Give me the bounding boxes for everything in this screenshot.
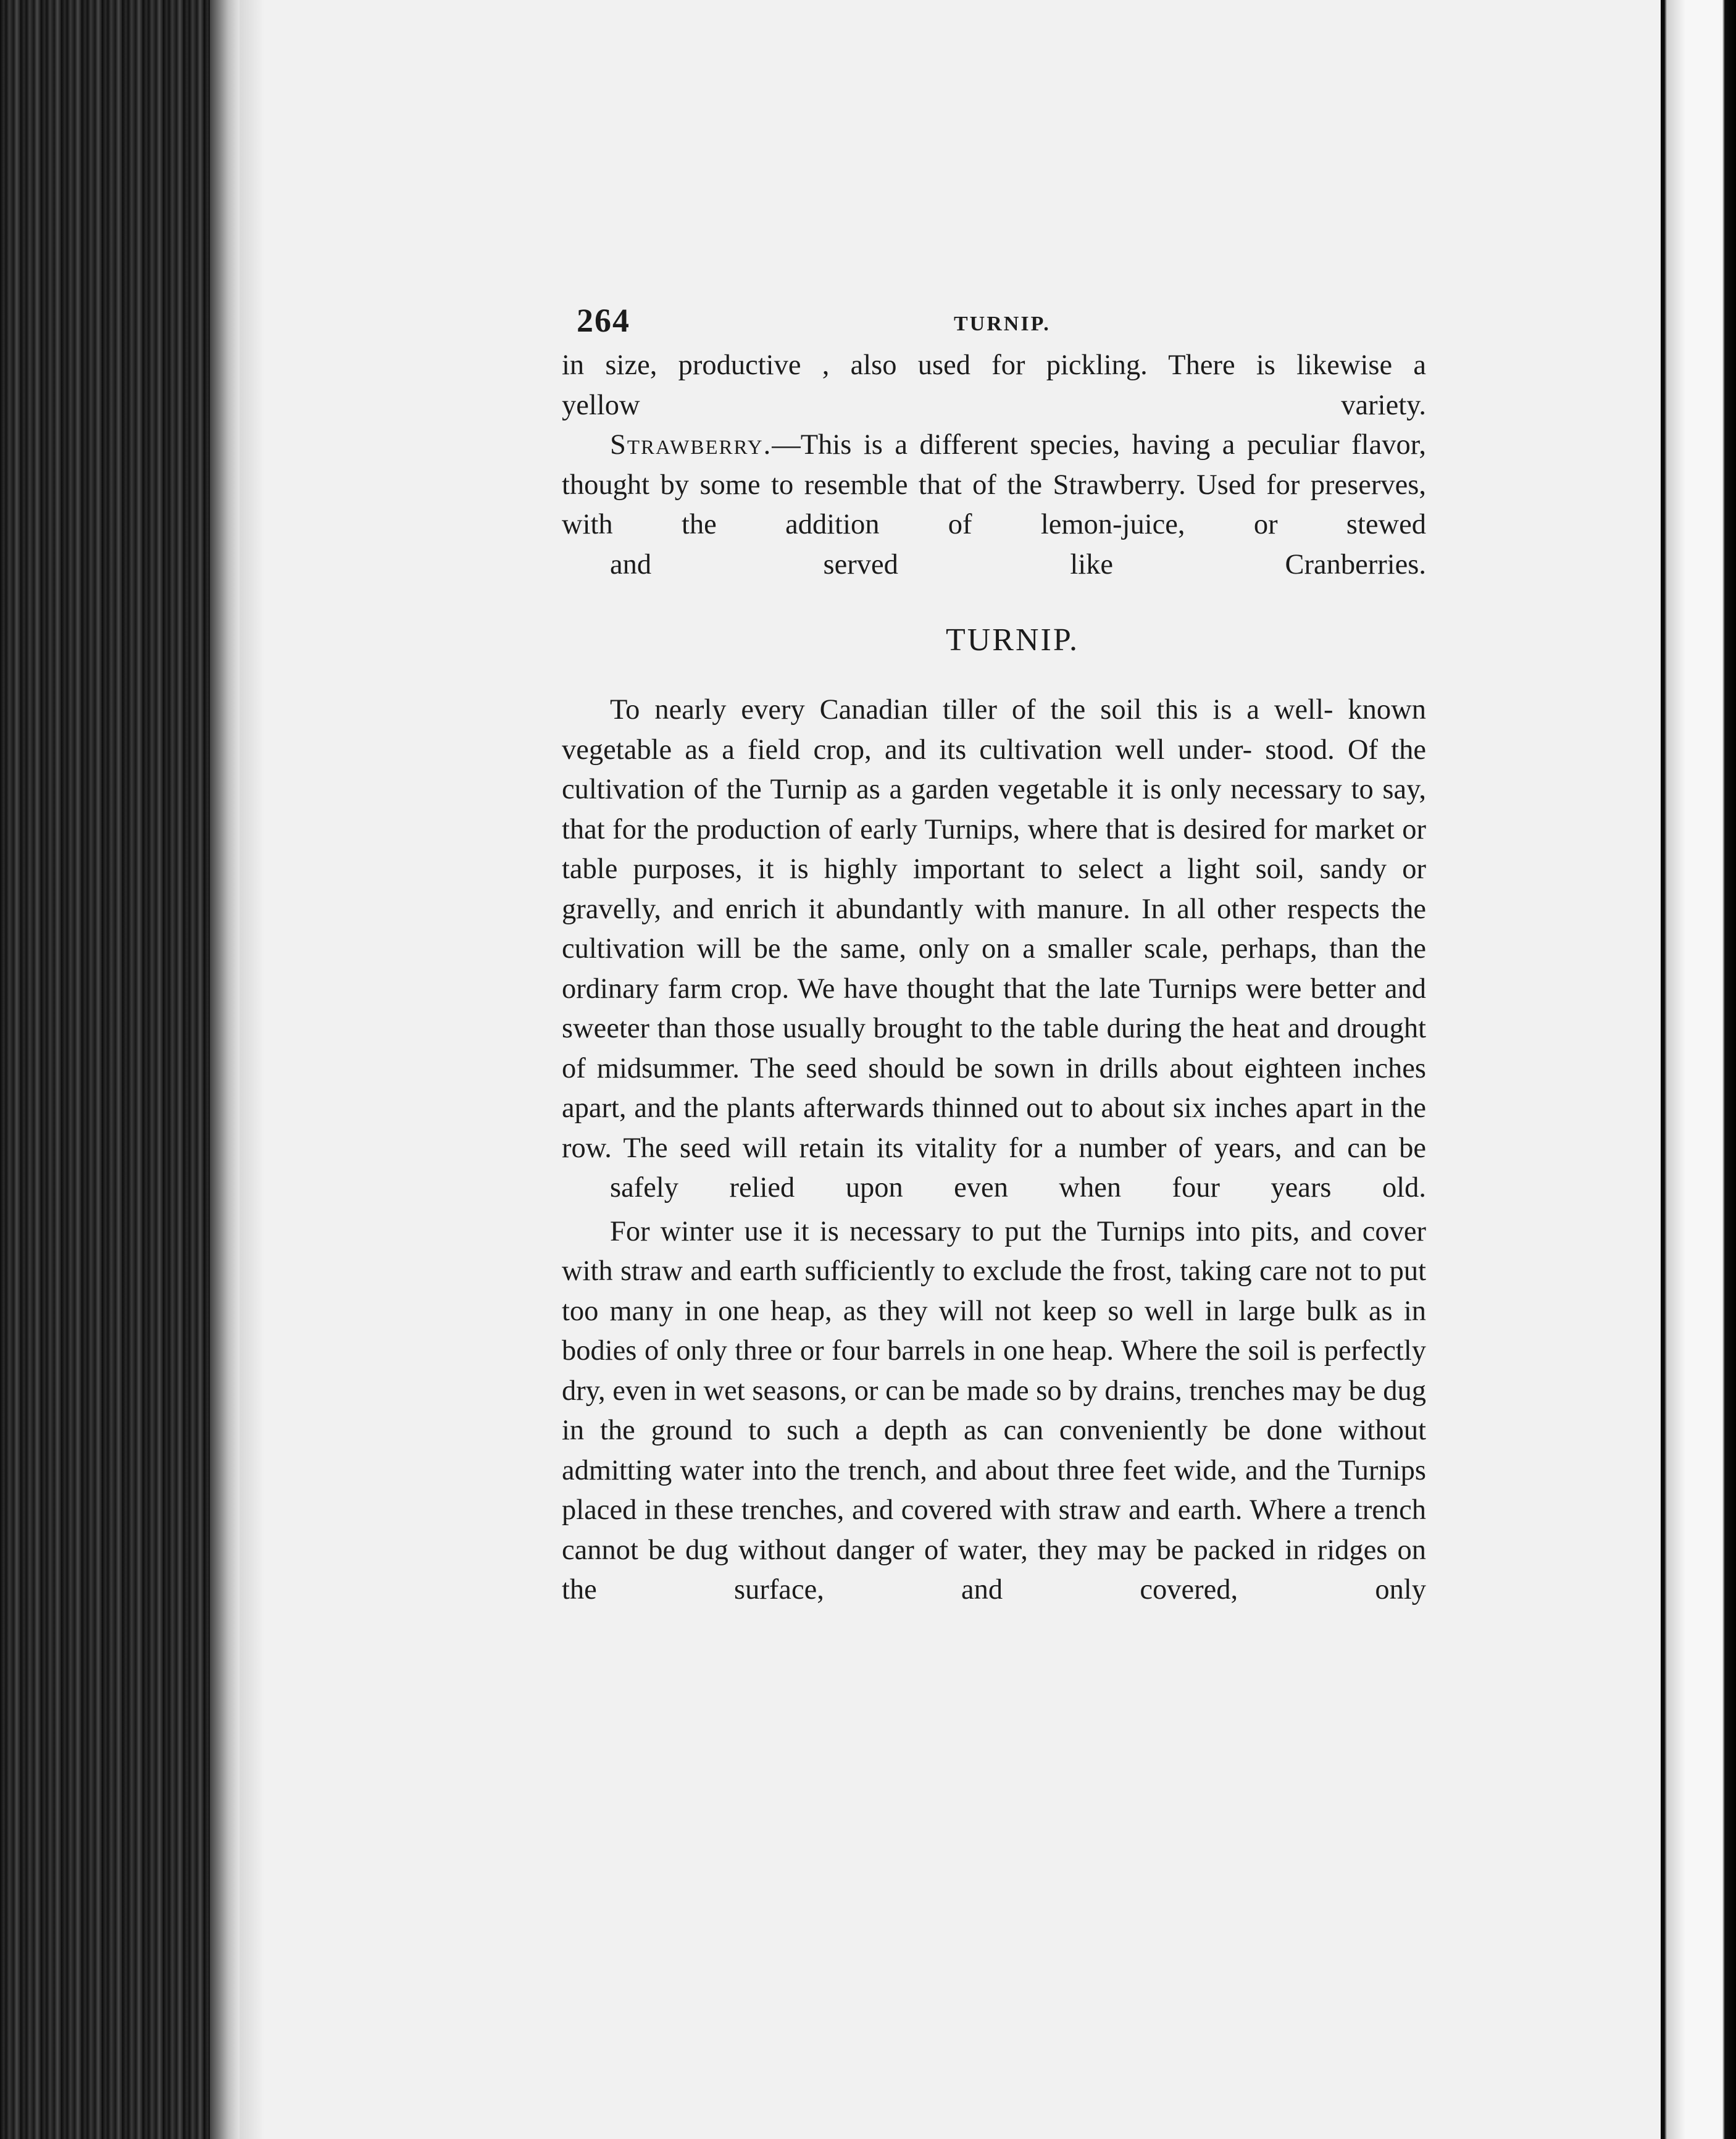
text-line: afterwards thinned out to about six inches apart in the row. xyxy=(562,1092,1427,1164)
page-content xyxy=(562,296,1426,1610)
text-line: —This is a different species, having a peculiar xyxy=(772,429,1340,461)
text-line: earth. Where a trench cannot be dug without danger of water, xyxy=(562,1494,1426,1566)
text-line: For winter use it is necessary to put the Turnips into pits, xyxy=(610,1215,1300,1247)
text-line: known vegetable as a field crop, and its cultivation well under- xyxy=(562,694,1426,766)
text-line: will be the same, only on a smaller scale, perhaps, than the xyxy=(696,933,1426,965)
section-heading: TURNIP. xyxy=(945,622,1080,658)
text-line: during the heat and drought of midsummer. The seed should xyxy=(562,1013,1427,1084)
intro-paragraph xyxy=(562,346,1426,425)
text-line: To nearly every Canadian tiller of the soil this is a well- xyxy=(610,694,1333,726)
text-line: abundantly with manure. In all other respects the cultivation xyxy=(562,893,1426,965)
text-line: seasons, or can be made so by drains, trenches may be dug in xyxy=(562,1375,1426,1446)
running-title: TURNIP. xyxy=(954,312,1051,335)
running-head xyxy=(562,296,1426,346)
book-page-edges xyxy=(0,0,241,2139)
text-line: stood. Of the cultivation of the Turnip as a garden vegetable it xyxy=(562,734,1427,805)
text-line: they may be packed in ridges on the surface, and covered, only xyxy=(562,1534,1427,1605)
text-line: keep so well in large bulk as in bodies of only three or four xyxy=(562,1295,1426,1367)
page-number: 264 xyxy=(577,302,630,339)
text-line: and served like Cranberries. xyxy=(610,548,1426,580)
facing-page-edge xyxy=(1661,0,1736,2139)
text-line: barrels in one heap. Where the soil is perfectly dry, even in wet xyxy=(562,1335,1426,1407)
strawberry-paragraph xyxy=(562,425,1426,585)
text-line: safely relied upon even when four years old. xyxy=(610,1172,1426,1203)
text-line: in size, productive , also used for pickling. There is likewise a xyxy=(562,350,1426,381)
text-line: important to select a light soil, sandy or gravelly, and enrich it xyxy=(562,853,1426,925)
variety-term: Strawberry. xyxy=(610,429,772,461)
text-line: flavor, thought by some to resemble that of the Strawberry. xyxy=(562,429,1426,501)
text-line: where that is desired for market or table purposes, it is highly xyxy=(562,813,1427,885)
text-line: and cover with straw and earth sufficiently to exclude the frost, xyxy=(562,1215,1427,1287)
text-line: taking care not to put too many in one heap, as they will not xyxy=(562,1255,1427,1327)
text-line: the ground to such a depth as can conveniently be done without xyxy=(600,1415,1426,1446)
text-line: ordinary farm crop. We have thought that the late Turnips xyxy=(562,973,1237,1005)
text-line: admitting water into the trench, and about three feet wide, and xyxy=(562,1454,1287,1486)
text-line: the Turnips placed in these trenches, and covered with straw and xyxy=(562,1454,1427,1526)
body-paragraph xyxy=(562,1212,1426,1610)
text-line: is only necessary to say, that for the production of early Turnips, xyxy=(562,774,1426,845)
text-line: yellow variety. xyxy=(562,389,1426,421)
text-line: be sown in drills about eighteen inches apart, and the plants xyxy=(562,1052,1426,1124)
text-line: Used for preserves, with the addition of lemon-juice, or stewed xyxy=(562,469,1426,540)
text-line: were better and sweeter than those usually brought to the table xyxy=(562,973,1427,1044)
text-line: The seed will retain its vitality for a number of years, and can be xyxy=(623,1132,1426,1164)
body-paragraph xyxy=(562,690,1426,1208)
